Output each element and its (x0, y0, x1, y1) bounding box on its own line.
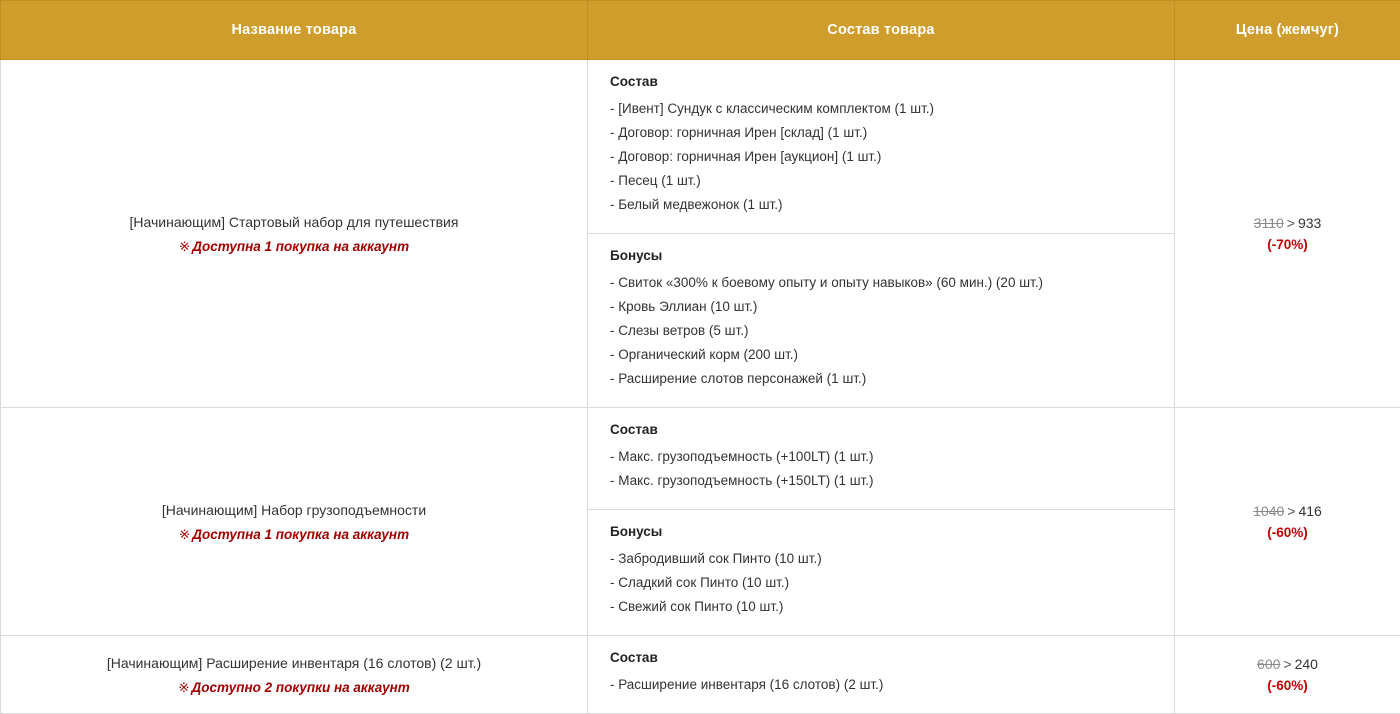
block-item-list (610, 97, 1152, 217)
content-block-composition (588, 408, 1174, 509)
price-old: 600 (1257, 656, 1280, 672)
note-text: Доступна 1 покупка на аккаунт (192, 239, 409, 254)
content-block-bonus (588, 509, 1174, 635)
discount-badge: (-60%) (1183, 678, 1392, 693)
table-body (1, 60, 1400, 714)
block-item-list (610, 271, 1152, 391)
product-price-cell (1175, 60, 1400, 408)
note-text: Доступна 1 покупка на аккаунт (192, 527, 409, 542)
product-purchase-note (21, 527, 567, 543)
list-item: - Забродивший сок Пинто (10 шт.) (610, 547, 1152, 571)
price-new: 240 (1295, 656, 1318, 672)
block-title: Бонусы (610, 524, 1152, 539)
block-item-list (610, 445, 1152, 493)
block-title: Состав (610, 74, 1152, 89)
product-price-cell (1175, 636, 1400, 714)
list-item: - Свиток «300% к боевому опыту и опыту навыков» (60 мин.) (20 шт.) (610, 271, 1152, 295)
product-title: [Начинающим] Набор грузоподъемности (21, 500, 567, 521)
content-block-composition (588, 636, 1174, 713)
list-item: - Белый медвежонок (1 шт.) (610, 193, 1152, 217)
list-item: - Договор: горничная Ирен [склад] (1 шт.) (610, 121, 1152, 145)
table-header (1, 1, 1400, 60)
price-old: 3110 (1254, 215, 1284, 231)
product-name-cell (1, 408, 588, 636)
table-row (1, 408, 1400, 636)
price-old: 1040 (1253, 503, 1284, 519)
list-item: - Слезы ветров (5 шт.) (610, 319, 1152, 343)
product-content-cell (588, 636, 1175, 714)
table-row (1, 60, 1400, 408)
product-purchase-note (21, 680, 567, 696)
product-purchase-note (21, 239, 567, 255)
list-item: - Договор: горничная Ирен [аукцион] (1 шт.) (610, 145, 1152, 169)
price-line (1183, 215, 1392, 231)
product-content-cell (588, 60, 1175, 408)
note-star-icon: ※ (178, 680, 189, 695)
list-item: - Свежий сок Пинто (10 шт.) (610, 595, 1152, 619)
header-cell-content: Состав товара (588, 1, 1175, 60)
list-item: - Макс. грузоподъемность (+100LT) (1 шт.) (610, 445, 1152, 469)
product-title: [Начинающим] Стартовый набор для путешествия (21, 212, 567, 233)
header-cell-price: Цена (жемчуг) (1175, 1, 1400, 60)
price-line (1183, 656, 1392, 672)
list-item: - Расширение слотов персонажей (1 шт.) (610, 367, 1152, 391)
price-new: 933 (1298, 215, 1321, 231)
discount-badge: (-60%) (1183, 525, 1392, 540)
block-item-list (610, 673, 1152, 697)
content-block-composition (588, 60, 1174, 233)
block-title: Состав (610, 422, 1152, 437)
block-item-list (610, 547, 1152, 619)
product-name-cell (1, 636, 588, 714)
list-item: - Песец (1 шт.) (610, 169, 1152, 193)
block-title: Состав (610, 650, 1152, 665)
note-star-icon: ※ (179, 527, 190, 542)
product-title: [Начинающим] Расширение инвентаря (16 слотов) (2 шт.) (21, 653, 567, 674)
product-name-cell (1, 60, 588, 408)
content-block-bonus (588, 233, 1174, 407)
list-item: - Сладкий сок Пинто (10 шт.) (610, 571, 1152, 595)
price-line (1183, 503, 1392, 519)
discount-badge: (-70%) (1183, 237, 1392, 252)
header-cell-name: Название товара (1, 1, 588, 60)
list-item: - Макс. грузоподъемность (+150LT) (1 шт.) (610, 469, 1152, 493)
price-new: 416 (1298, 503, 1321, 519)
price-arrow: > (1287, 215, 1295, 231)
list-item: - [Ивент] Сундук с классическим комплектом (1 шт.) (610, 97, 1152, 121)
list-item: - Органический корм (200 шт.) (610, 343, 1152, 367)
header-row (1, 1, 1400, 60)
note-text: Доступно 2 покупки на аккаунт (192, 680, 410, 695)
price-arrow: > (1283, 656, 1291, 672)
note-star-icon: ※ (179, 239, 190, 254)
product-price-cell (1175, 408, 1400, 636)
block-title: Бонусы (610, 248, 1152, 263)
list-item: - Расширение инвентаря (16 слотов) (2 шт.) (610, 673, 1152, 697)
list-item: - Кровь Эллиан (10 шт.) (610, 295, 1152, 319)
product-content-cell (588, 408, 1175, 636)
table-row (1, 636, 1400, 714)
price-arrow: > (1287, 503, 1295, 519)
